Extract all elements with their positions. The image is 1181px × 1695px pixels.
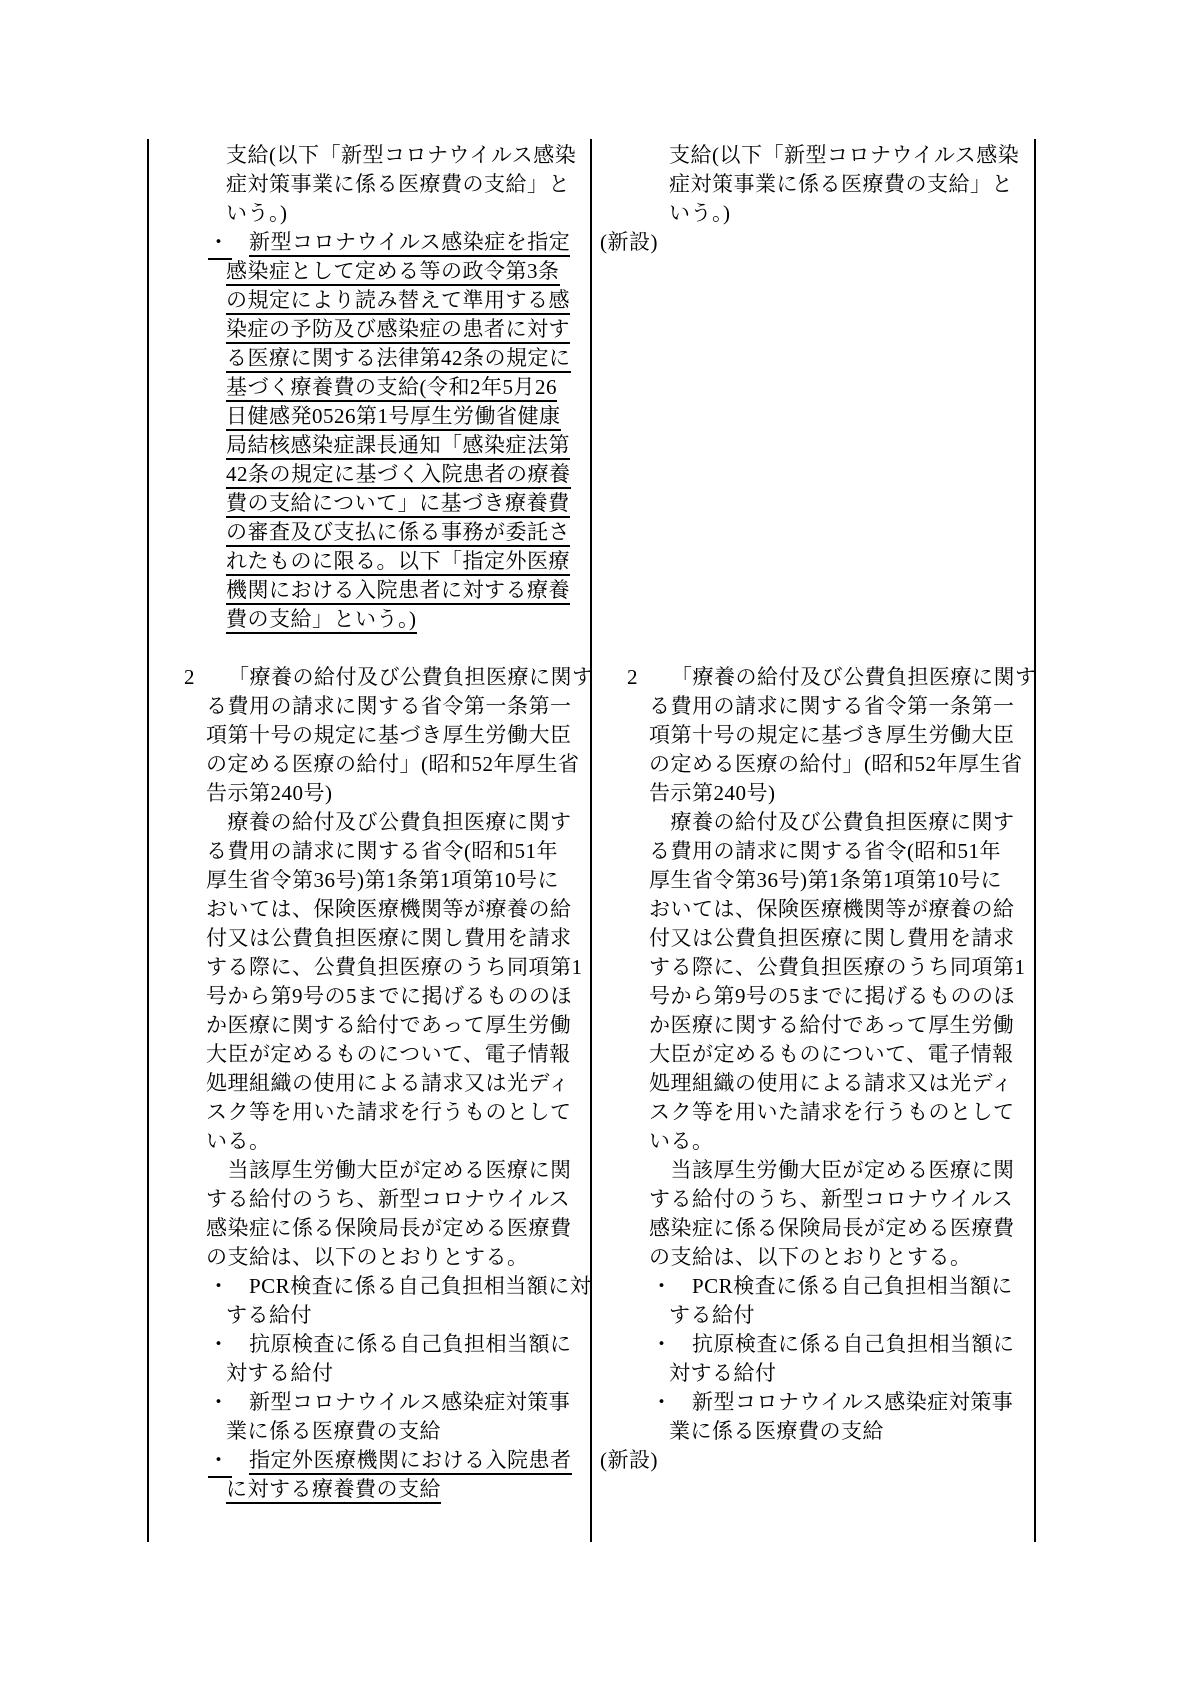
text-line (149, 199, 592, 228)
text-line (592, 489, 1035, 518)
text-line (149, 953, 592, 982)
line-text: 基づく療養費の支給(令和2年5月26 (226, 375, 557, 402)
text-line (149, 1272, 592, 1301)
line-text: に対する療養費の支給 (226, 1477, 441, 1504)
line-text: 染症の予防及び感染症の患者に対す (226, 317, 570, 344)
line-text (592, 607, 598, 631)
text-line (592, 1098, 1035, 1127)
text-line (149, 344, 592, 373)
text-line (592, 750, 1035, 779)
line-text: 当該厚生労働大臣が定める医療に関 (649, 1158, 1015, 1182)
text-line (592, 199, 1035, 228)
line-text: 付又は公費負担医療に関し費用を請求 (206, 926, 572, 950)
text-line (592, 518, 1035, 547)
text-line (592, 1446, 1035, 1475)
line-text: 大臣が定めるものについて、電子情報 (649, 1042, 1014, 1066)
line-text: 項第十号の規定に基づき厚生労働大臣 (206, 723, 572, 747)
text-line (592, 1011, 1035, 1040)
item-number: 2 (627, 665, 638, 689)
line-text: 告示第240号) (649, 781, 776, 805)
text-line (149, 1214, 592, 1243)
text-line (592, 1185, 1035, 1214)
text-line (149, 1475, 592, 1504)
line-text (592, 520, 598, 544)
text-line (592, 1127, 1035, 1156)
line-text: 「療養の給付及び公費負担医療に関す (228, 665, 594, 689)
line-text: 局結核感染症課長通知「感染症法第 (226, 433, 570, 460)
line-text (592, 578, 598, 602)
text-line (149, 779, 592, 808)
line-text: れたものに限る。以下「指定外医療 (226, 549, 570, 576)
line-text: る費用の請求に関する省令(昭和51年 (206, 839, 558, 863)
text-line (592, 1388, 1035, 1417)
line-text: 日健感発0526第1号厚生労働省健康 (226, 404, 561, 431)
line-text: PCR検査に係る自己負担相当額に対 (249, 1274, 592, 1298)
line-text: る費用の請求に関する省令第一条第一 (206, 694, 572, 718)
line-text: 号から第9号の5までに掲げるもののほ (649, 984, 1015, 1008)
line-text: おいては、保険医療機関等が療養の給 (206, 897, 572, 921)
text-line (149, 1185, 592, 1214)
line-text: 費の支給について」に基づき療養費 (226, 491, 570, 518)
line-text: 対する給付 (226, 1361, 334, 1385)
line-text: の規定により読み替えて準用する感 (226, 288, 570, 315)
bullet-marker: ・ (208, 1332, 230, 1356)
line-text: 支給(以下「新型コロナウイルス感染 (226, 143, 577, 167)
bullet-marker: ・ (651, 1390, 673, 1414)
line-text: する際に、公費負担医療のうち同項第1 (206, 955, 583, 979)
line-text: 処理組織の使用による請求又は光ディ (206, 1071, 570, 1095)
line-text (592, 491, 598, 515)
line-text: PCR検査に係る自己負担相当額に (692, 1274, 1013, 1298)
text-line (592, 1272, 1035, 1301)
line-text: 厚生省令第36号)第1条第1項第10号に (649, 868, 1002, 892)
text-line (149, 141, 592, 170)
left-column (149, 141, 592, 1504)
line-text (592, 375, 598, 399)
text-line (592, 895, 1035, 924)
line-text (592, 404, 598, 428)
text-line (149, 1069, 592, 1098)
text-line (149, 489, 592, 518)
text-line (149, 1359, 592, 1388)
line-text (592, 636, 598, 660)
line-text: の定める医療の給付」(昭和52年厚生省 (206, 752, 580, 776)
line-text: (新設) (600, 230, 658, 254)
text-line (592, 547, 1035, 576)
line-text: 抗原検査に係る自己負担相当額に (249, 1332, 572, 1356)
line-text: 指定外医療機関における入院患者 (249, 1448, 572, 1475)
text-line (149, 692, 592, 721)
line-text: か医療に関する給付であって厚生労働 (649, 1013, 1015, 1037)
line-text: 感染症に係る保険局長が定める医療費 (649, 1216, 1015, 1240)
line-text (592, 1477, 598, 1501)
text-line (149, 750, 592, 779)
line-text: る費用の請求に関する省令第一条第一 (649, 694, 1015, 718)
text-line (592, 982, 1035, 1011)
text-line (592, 663, 1035, 692)
text-line (149, 547, 592, 576)
line-text: る医療に関する法律第42条の規定に (226, 346, 571, 373)
line-text: 費の支給」という。) (226, 607, 417, 634)
text-line (149, 170, 592, 199)
text-line (592, 1040, 1035, 1069)
line-text: (新設) (600, 1448, 658, 1472)
text-line (149, 895, 592, 924)
text-line (149, 1011, 592, 1040)
bullet-marker: ・ (651, 1274, 673, 1298)
line-text: 感染症に係る保険局長が定める医療費 (206, 1216, 572, 1240)
text-line (149, 228, 592, 257)
line-text: 症対策事業に係る医療費の支給」と (669, 172, 1013, 196)
line-text: 42条の規定に基づく入院患者の療養 (226, 462, 571, 489)
line-text (592, 549, 598, 573)
text-line (149, 576, 592, 605)
line-text: 当該厚生労働大臣が定める医療に関 (206, 1158, 572, 1182)
line-text (592, 288, 598, 312)
text-line (592, 837, 1035, 866)
line-text: 新型コロナウイルス感染症を指定 (249, 230, 570, 257)
line-text: か医療に関する給付であって厚生労働 (206, 1013, 572, 1037)
text-line (592, 1417, 1035, 1446)
text-line (149, 663, 592, 692)
text-line (149, 605, 592, 634)
line-text (149, 636, 155, 660)
line-text: する給付のうち、新型コロナウイルス (649, 1187, 1014, 1211)
text-line (592, 460, 1035, 489)
line-text: 項第十号の規定に基づき厚生労働大臣 (649, 723, 1015, 747)
text-line (592, 1069, 1035, 1098)
text-line (592, 779, 1035, 808)
text-line (149, 1388, 592, 1417)
line-text: 感染症として定める等の政令第3条 (226, 259, 560, 286)
line-text: 号から第9号の5までに掲げるもののほ (206, 984, 572, 1008)
line-text: する給付 (226, 1303, 312, 1327)
line-text: 「療養の給付及び公費負担医療に関す (671, 665, 1037, 689)
text-line (149, 721, 592, 750)
bullet-marker: ・ (208, 1274, 230, 1298)
line-text: 処理組織の使用による請求又は光ディ (649, 1071, 1013, 1095)
text-line (592, 402, 1035, 431)
line-text: いう。) (669, 201, 731, 225)
text-line (149, 634, 592, 663)
text-line (149, 460, 592, 489)
line-text: 業に係る医療費の支給 (226, 1419, 441, 1443)
comparison-table (0, 139, 1181, 1542)
line-text: 告示第240号) (206, 781, 333, 805)
text-line (592, 1475, 1035, 1504)
line-text: 大臣が定めるものについて、電子情報 (206, 1042, 571, 1066)
text-line (592, 634, 1035, 663)
right-column (592, 141, 1035, 1504)
text-line (149, 402, 592, 431)
text-line (592, 1214, 1035, 1243)
text-line (149, 866, 592, 895)
line-text: 対する給付 (669, 1361, 777, 1385)
line-text (592, 462, 598, 486)
line-text: の審査及び支払に係る事務が委託さ (226, 520, 570, 547)
text-line (592, 315, 1035, 344)
line-text: スク等を用いた請求を行うものとして (206, 1100, 572, 1124)
text-line (149, 1301, 592, 1330)
text-line (592, 344, 1035, 373)
text-line (149, 837, 592, 866)
text-line (149, 808, 592, 837)
line-text: 療養の給付及び公費負担医療に関す (206, 810, 572, 834)
line-text: 新型コロナウイルス感染症対策事 (692, 1390, 1014, 1414)
line-text: いる。 (206, 1129, 271, 1153)
line-text: する給付 (669, 1303, 755, 1327)
text-line (149, 286, 592, 315)
text-line (592, 1359, 1035, 1388)
text-line (149, 1098, 592, 1127)
line-text: の支給は、以下のとおりとする。 (206, 1245, 529, 1269)
line-text: 支給(以下「新型コロナウイルス感染 (669, 143, 1020, 167)
text-line (592, 721, 1035, 750)
text-line (592, 576, 1035, 605)
text-line (149, 1243, 592, 1272)
line-text: 機関における入院患者に対する療養 (226, 578, 570, 605)
line-text: 業に係る医療費の支給 (669, 1419, 884, 1443)
text-line (592, 808, 1035, 837)
line-text: の支給は、以下のとおりとする。 (649, 1245, 972, 1269)
line-text: いる。 (649, 1129, 714, 1153)
line-text: る費用の請求に関する省令(昭和51年 (649, 839, 1001, 863)
text-line (592, 605, 1035, 634)
text-line (149, 315, 592, 344)
text-line (149, 1330, 592, 1359)
line-text: おいては、保険医療機関等が療養の給 (649, 897, 1015, 921)
text-line (592, 953, 1035, 982)
text-line (592, 1156, 1035, 1185)
line-text: 症対策事業に係る医療費の支給」と (226, 172, 570, 196)
text-line (592, 228, 1035, 257)
line-text: いう。) (226, 201, 288, 225)
line-text (592, 317, 598, 341)
text-line (592, 1243, 1035, 1272)
text-line (592, 1301, 1035, 1330)
text-line (592, 692, 1035, 721)
line-text: する際に、公費負担医療のうち同項第1 (649, 955, 1026, 979)
text-line (592, 286, 1035, 315)
line-text (592, 259, 598, 283)
text-line (149, 982, 592, 1011)
text-line (592, 1330, 1035, 1359)
text-line (592, 141, 1035, 170)
line-text (592, 346, 598, 370)
text-line (149, 518, 592, 547)
text-line (149, 431, 592, 460)
text-line (592, 257, 1035, 286)
text-line (592, 866, 1035, 895)
text-line (592, 431, 1035, 460)
bullet-marker: ・ (208, 1446, 232, 1478)
line-text: 新型コロナウイルス感染症対策事 (249, 1390, 571, 1414)
line-text: 抗原検査に係る自己負担相当額に (692, 1332, 1015, 1356)
item-number: 2 (184, 665, 195, 689)
line-text: 療養の給付及び公費負担医療に関す (649, 810, 1015, 834)
line-text: スク等を用いた請求を行うものとして (649, 1100, 1015, 1124)
text-line (592, 373, 1035, 402)
text-line (592, 170, 1035, 199)
text-line (149, 1040, 592, 1069)
text-line (149, 257, 592, 286)
bullet-marker: ・ (651, 1332, 673, 1356)
text-line (149, 1446, 592, 1475)
text-line (592, 924, 1035, 953)
line-text (592, 433, 598, 457)
text-line (149, 1127, 592, 1156)
text-line (149, 924, 592, 953)
line-text: 厚生省令第36号)第1条第1項第10号に (206, 868, 559, 892)
text-line (149, 1156, 592, 1185)
bullet-marker: ・ (208, 228, 232, 260)
line-text: 付又は公費負担医療に関し費用を請求 (649, 926, 1015, 950)
line-text: する給付のうち、新型コロナウイルス (206, 1187, 571, 1211)
text-line (149, 1417, 592, 1446)
bullet-marker: ・ (208, 1390, 230, 1414)
line-text: の定める医療の給付」(昭和52年厚生省 (649, 752, 1023, 776)
text-line (149, 373, 592, 402)
